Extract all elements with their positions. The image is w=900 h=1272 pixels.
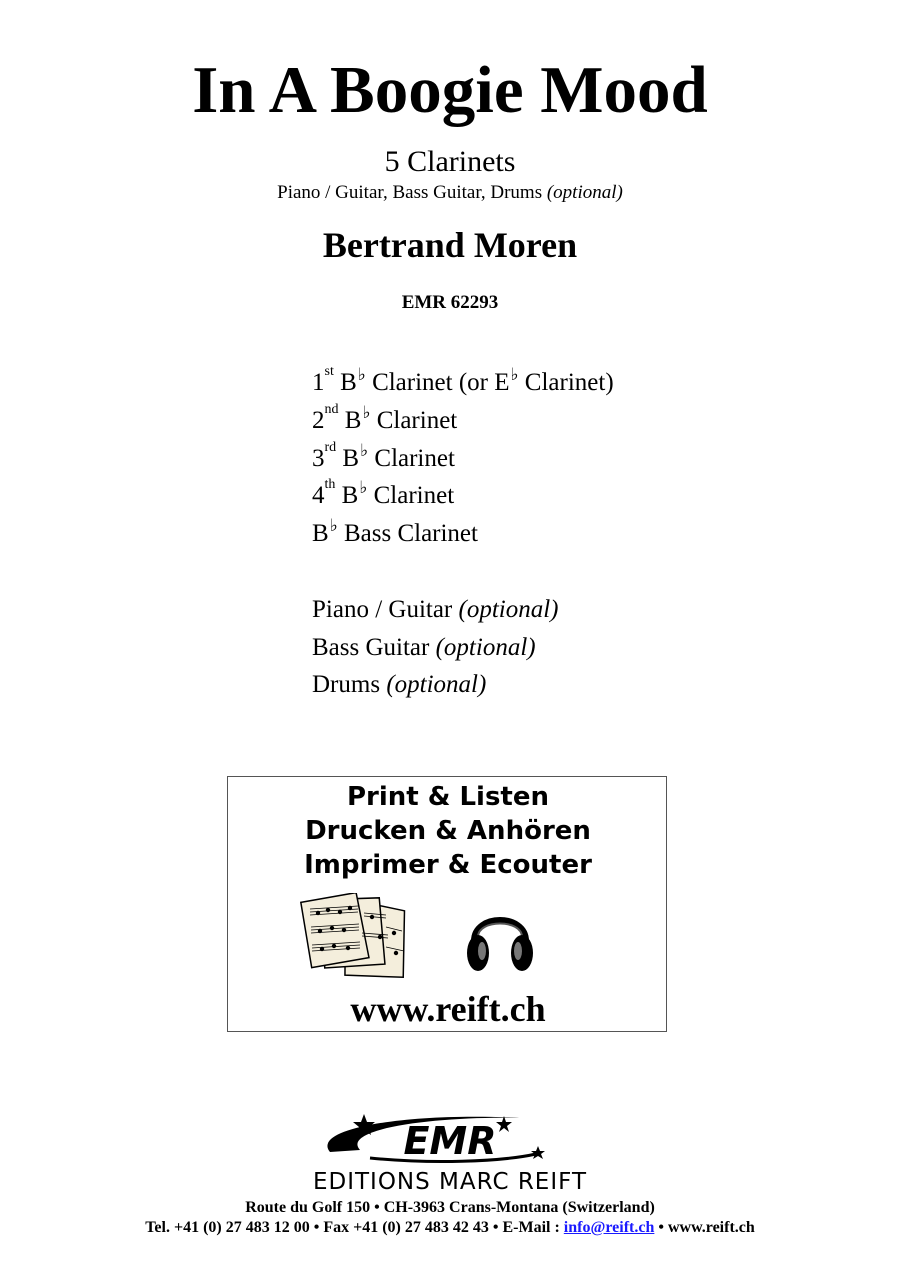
optional-part-piano: Piano / Guitar (optional) xyxy=(312,596,559,623)
page-title: In A Boogie Mood xyxy=(192,53,708,127)
flat-symbol: ♭ xyxy=(357,365,366,384)
instrument-item-4: 4th B♭ Clarinet xyxy=(312,477,455,509)
publisher-name: EDITIONS MARC REIFT xyxy=(312,1169,588,1195)
catalog-number: EMR 62293 xyxy=(401,292,499,313)
logo-text: EMR xyxy=(403,1119,497,1163)
instrument-item-2: 2nd B♭ Clarinet xyxy=(312,402,458,434)
publisher-contact: Tel. +41 (0) 27 483 12 00 • Fax +41 (0) 27 483 42 43 • E-Mail : info@reift.ch • www.reift.ch xyxy=(145,1219,755,1236)
instrument-item-1: 1st B♭ Clarinet (or E♭ Clarinet) xyxy=(312,364,614,396)
optional-part-bass: Bass Guitar (optional) xyxy=(312,634,536,661)
sheet-music-icon xyxy=(300,893,412,983)
print-listen-box xyxy=(227,776,667,1032)
instrument-item-3: 3rd B♭ Clarinet xyxy=(312,440,455,472)
instrumentation-main: Piano / Guitar, Bass Guitar, Drums xyxy=(277,182,547,203)
flat-symbol: ♭ xyxy=(360,441,369,460)
email-link[interactable]: info@reift.ch xyxy=(563,1219,655,1236)
promo-url[interactable]: www.reift.ch xyxy=(350,989,546,1029)
instrument-item-5: B♭ Bass Clarinet xyxy=(312,516,478,547)
headphones-icon xyxy=(464,897,536,977)
flat-symbol: ♭ xyxy=(510,365,519,384)
promo-line-en: Print & Listen xyxy=(346,782,550,812)
flat-symbol: ♭ xyxy=(362,403,371,422)
composer-name: Bertrand Moren xyxy=(322,225,578,265)
instrumentation-optional: (optional) xyxy=(546,182,623,203)
flat-symbol: ♭ xyxy=(329,516,338,535)
promo-line-de: Drucken & Anhören xyxy=(305,816,591,846)
promo-line-fr: Imprimer & Ecouter xyxy=(304,850,592,880)
optional-part-drums: Drums (optional) xyxy=(312,671,487,698)
publisher-address: Route du Golf 150 • CH-3963 Crans-Montana (Switzerland) xyxy=(245,1199,655,1216)
flat-symbol: ♭ xyxy=(359,478,368,497)
emr-logo xyxy=(300,1108,600,1166)
subtitle: 5 Clarinets xyxy=(384,145,516,178)
instrumentation-line xyxy=(0,181,900,205)
